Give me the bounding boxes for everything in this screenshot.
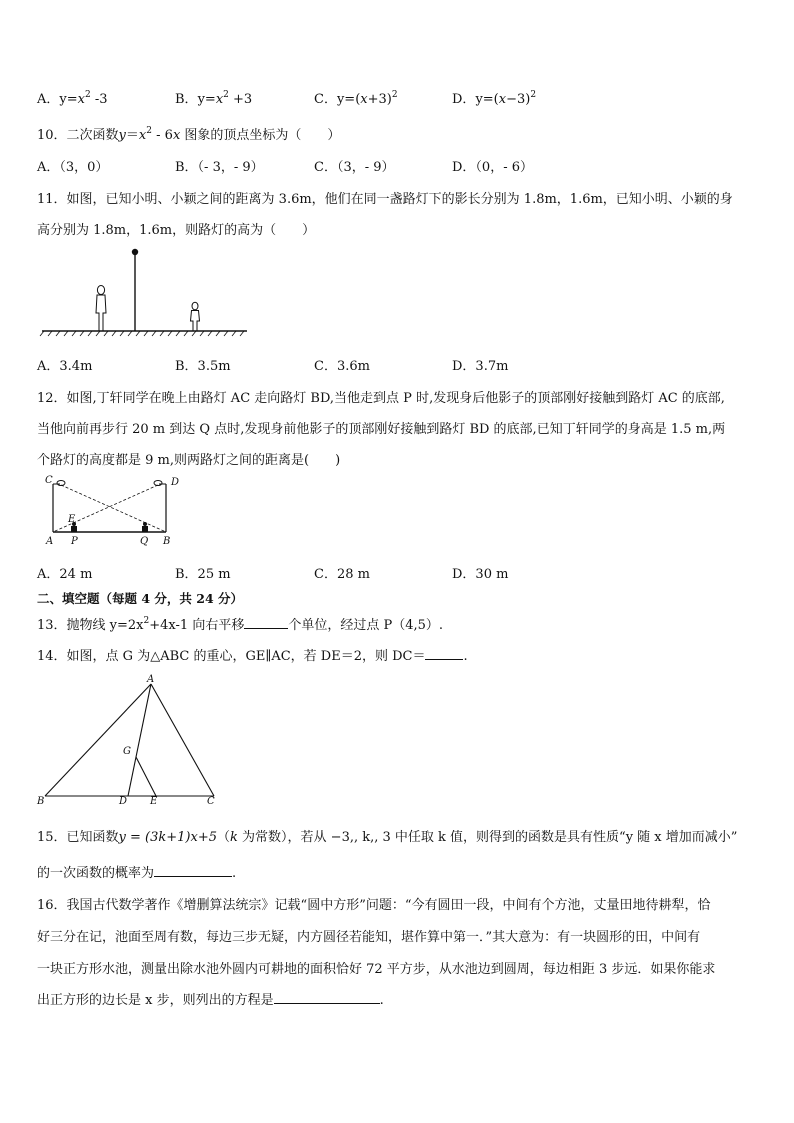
q13-stem: 13．抛物线 $y=2x^2+4x-1$ 向右平移 个单位，经过点 P（4,5）. <box>37 616 444 633</box>
q13-answer-blank[interactable] <box>244 616 288 629</box>
q14-stem: 14．如图，点 G 为△ABC 的重心，GE∥AC，若 DE＝2，则 DC＝ . <box>37 649 468 664</box>
q11-stem-line2: 高分别为 1.8m，1.6m，则路灯的高为（ ） <box>37 223 316 238</box>
q15-formula: y = (3k+1)x+5 <box>118 830 217 845</box>
q10-option-b: B．（- 3，- 9） <box>175 160 264 175</box>
q11-option-c: C．3.6m <box>314 359 370 374</box>
q12-label-d: D <box>171 477 180 488</box>
q11-option-d: D．3.7m <box>452 359 509 374</box>
q16-stem-line2: 好三分在记，池面至周有数，每边三步无疑，内方圆径若能知，堪作算中第一．”其大意为：有一块圆形的田，中间有 <box>37 930 701 945</box>
q15-stem-line2: 的一次函数的概率为 . <box>37 866 237 881</box>
q12-option-a: A．24 m <box>37 567 93 582</box>
q16-stem-line1: 16．我国古代数学著作《增删算法统宗》记载“圆中方形”问题：“今有圆田一段，中间有个方池，丈量田地待耕犁，恰 <box>37 898 711 913</box>
q12-figure <box>42 474 187 549</box>
q12-option-b: B．25 m <box>175 567 231 582</box>
q14-label-b: B <box>37 796 45 807</box>
q12-stem-line3: 个路灯的高度都是 9 m,则两路灯之间的距离是( ) <box>37 453 341 468</box>
q15-answer-blank[interactable] <box>154 864 232 877</box>
q14-label-e: E <box>150 796 158 807</box>
q14-label-c: C <box>207 796 215 807</box>
q12-label-a: A <box>46 536 54 547</box>
q16-stem-line4: 出正方形的边长是 x 步，则列出的方程是 . <box>37 993 384 1008</box>
q12-label-b: B <box>163 536 171 547</box>
q11-option-b: B．3.5m <box>175 359 231 374</box>
q9-option-c: C．$y=(x+3)^2$ <box>314 90 398 107</box>
q14-label-a: A <box>147 674 155 685</box>
q11-option-a: A．3.4m <box>37 359 93 374</box>
q12-label-p: P <box>71 536 78 547</box>
q10-stem: 10．二次函数$y=x^2 - 6x$ 图象的顶点坐标为（ ） <box>37 126 341 143</box>
q14-figure <box>35 672 235 812</box>
q11-figure <box>40 245 250 340</box>
q10-option-c: C．（3，- 9） <box>314 160 395 175</box>
q15-stem-line1: 15．已知函数y = (3k+1)x+5（k 为常数），若从 −3,, k,, 3 中任取 k 值，则得到的函数是具有性质“y 随 x 增加而减小” <box>37 830 738 845</box>
q12-label-q: Q <box>140 536 149 547</box>
section2-title: 二、填空题（每题 4 分，共 24 分） <box>37 591 244 606</box>
q14-label-d: D <box>119 796 128 807</box>
q12-option-d: D．30 m <box>452 567 509 582</box>
q14-label-g: G <box>123 746 131 757</box>
q12-stem-line2: 当他向前再步行 20 m 到达 Q 点时,发现身前他影子的顶部刚好接触到路灯 BD 的底部,已知丁轩同学的身高是 1.5 m,两 <box>37 422 726 437</box>
q12-stem-line1: 12．如图,丁轩同学在晚上由路灯 AC 走向路灯 BD,当他走到点 P 时,发现身后他影子的顶部刚好接触到路灯 AC 的底部, <box>37 391 725 406</box>
q10-option-d: D．（0，- 6） <box>452 160 533 175</box>
q16-stem-line3: 一块正方形水池，测量出除水池外圆内可耕地的面积恰好 72 平方步，从水池边到圆周，每边相距 3 步远．如果你能求 <box>37 962 716 977</box>
q14-answer-blank[interactable] <box>425 647 463 660</box>
q9-option-a: A．$y=x^2$ -3 <box>37 90 108 107</box>
q12-option-c: C．28 m <box>314 567 370 582</box>
q9-option-d: D．$y=(x-3)^2$ <box>452 90 537 107</box>
q10-option-a: A．（3，0） <box>37 160 109 175</box>
q12-label-e: E <box>68 514 76 525</box>
q16-answer-blank[interactable] <box>274 991 380 1004</box>
q12-label-c: C <box>45 475 53 486</box>
q11-stem-line1: 11．如图，已知小明、小颖之间的距离为 3.6m，他们在同一盏路灯下的影长分别为 1.8m，1.6m，已知小明、小颖的身 <box>37 192 733 207</box>
q9-option-b: B．$y=x^2 +3$ <box>175 90 253 107</box>
